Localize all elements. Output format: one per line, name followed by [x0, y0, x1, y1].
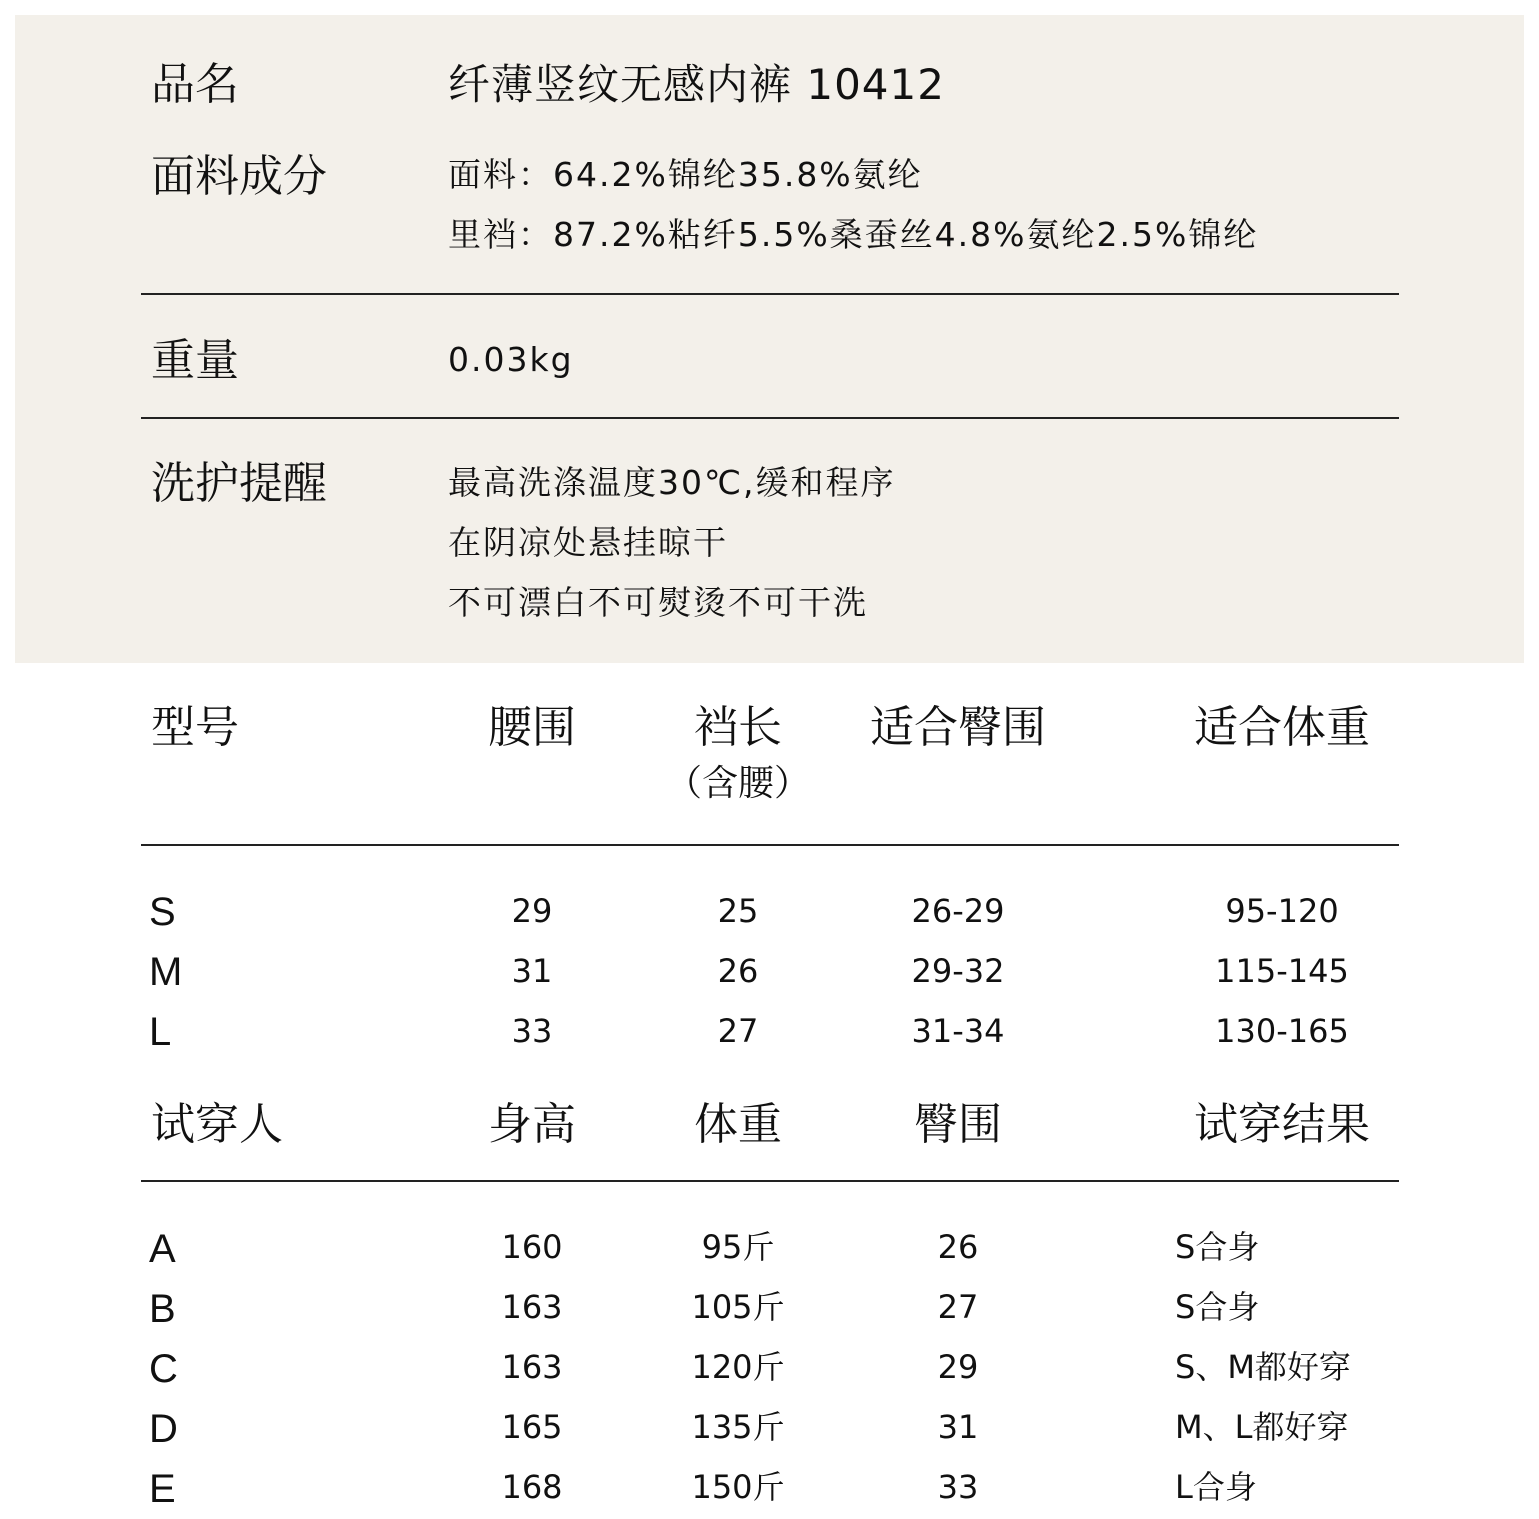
divider	[141, 1180, 1399, 1182]
table-cell: 31-34	[911, 1012, 1005, 1050]
table-cell: 33	[937, 1468, 979, 1506]
weight-value: 0.03kg	[448, 340, 574, 379]
care-line-2: 在阴凉处悬挂晾干	[448, 523, 728, 562]
size-header-waist: 腰围	[488, 702, 576, 753]
table-cell: 25	[717, 892, 759, 930]
table-cell: S合身	[1175, 1228, 1260, 1266]
care-line-3: 不可漂白不可熨烫不可干洗	[448, 583, 868, 622]
table-row-key: C	[149, 1347, 178, 1391]
fit-header-tester: 试穿人	[151, 1099, 283, 1150]
table-cell: 33	[511, 1012, 553, 1050]
table-cell: 29	[511, 892, 553, 930]
table-cell: 27	[717, 1012, 759, 1050]
table-cell: 31	[937, 1408, 979, 1446]
table-cell: 130-165	[1215, 1012, 1349, 1050]
table-row-key: S	[149, 890, 176, 934]
table-cell: 31	[511, 952, 553, 990]
table-cell: 135斤	[691, 1408, 785, 1446]
product-info-panel	[15, 15, 1524, 663]
table-cell: 115-145	[1215, 952, 1349, 990]
fit-header-hip: 臀围	[914, 1099, 1002, 1150]
table-cell: 150斤	[691, 1468, 785, 1506]
size-header-rise: 裆长	[694, 702, 782, 753]
divider	[141, 417, 1399, 419]
fit-header-height: 身高	[488, 1099, 576, 1150]
care-label: 洗护提醒	[151, 458, 327, 509]
weight-label: 重量	[151, 335, 239, 386]
product-name: 纤薄竖纹无感内裤 10412	[448, 60, 945, 109]
table-row-key: A	[149, 1227, 176, 1271]
table-row-key: M	[149, 950, 183, 994]
table-cell: 29-32	[911, 952, 1005, 990]
fit-header-weight: 体重	[694, 1099, 782, 1150]
table-cell: M、L都好穿	[1175, 1408, 1349, 1446]
table-cell: S、M都好穿	[1175, 1348, 1351, 1386]
table-cell: 160	[501, 1228, 563, 1266]
fabric-line-2: 里裆：87.2%粘纤5.5%桑蚕丝4.8%氨纶2.5%锦纶	[448, 215, 1259, 254]
table-cell: 95斤	[701, 1228, 775, 1266]
fabric-label: 面料成分	[151, 151, 327, 202]
care-line-1: 最高洗涤温度30℃,缓和程序	[448, 463, 896, 502]
table-cell: 120斤	[691, 1348, 785, 1386]
fit-header-result: 试穿结果	[1194, 1099, 1370, 1150]
divider	[141, 844, 1399, 846]
table-cell: 163	[501, 1288, 563, 1326]
size-header-rise-note: （含腰）	[665, 763, 811, 804]
name-label: 品名	[151, 59, 239, 110]
table-cell: 26	[717, 952, 759, 990]
table-cell: 168	[501, 1468, 563, 1506]
size-header-weight: 适合体重	[1194, 702, 1370, 753]
table-cell: 165	[501, 1408, 563, 1446]
table-cell: S合身	[1175, 1288, 1260, 1326]
table-row-key: D	[149, 1407, 178, 1451]
table-cell: 95-120	[1225, 892, 1339, 930]
table-row-key: E	[149, 1467, 176, 1511]
fabric-line-1: 面料：64.2%锦纶35.8%氨纶	[448, 155, 923, 194]
size-header-model: 型号	[151, 702, 239, 753]
table-cell: L合身	[1175, 1468, 1257, 1506]
table-cell: 26	[937, 1228, 979, 1266]
table-cell: 163	[501, 1348, 563, 1386]
table-row-key: L	[149, 1010, 172, 1054]
table-row-key: B	[149, 1287, 176, 1331]
table-cell: 26-29	[911, 892, 1005, 930]
divider	[141, 293, 1399, 295]
table-cell: 29	[937, 1348, 979, 1386]
table-cell: 27	[937, 1288, 979, 1326]
table-cell: 105斤	[691, 1288, 785, 1326]
size-header-hip: 适合臀围	[870, 702, 1046, 753]
